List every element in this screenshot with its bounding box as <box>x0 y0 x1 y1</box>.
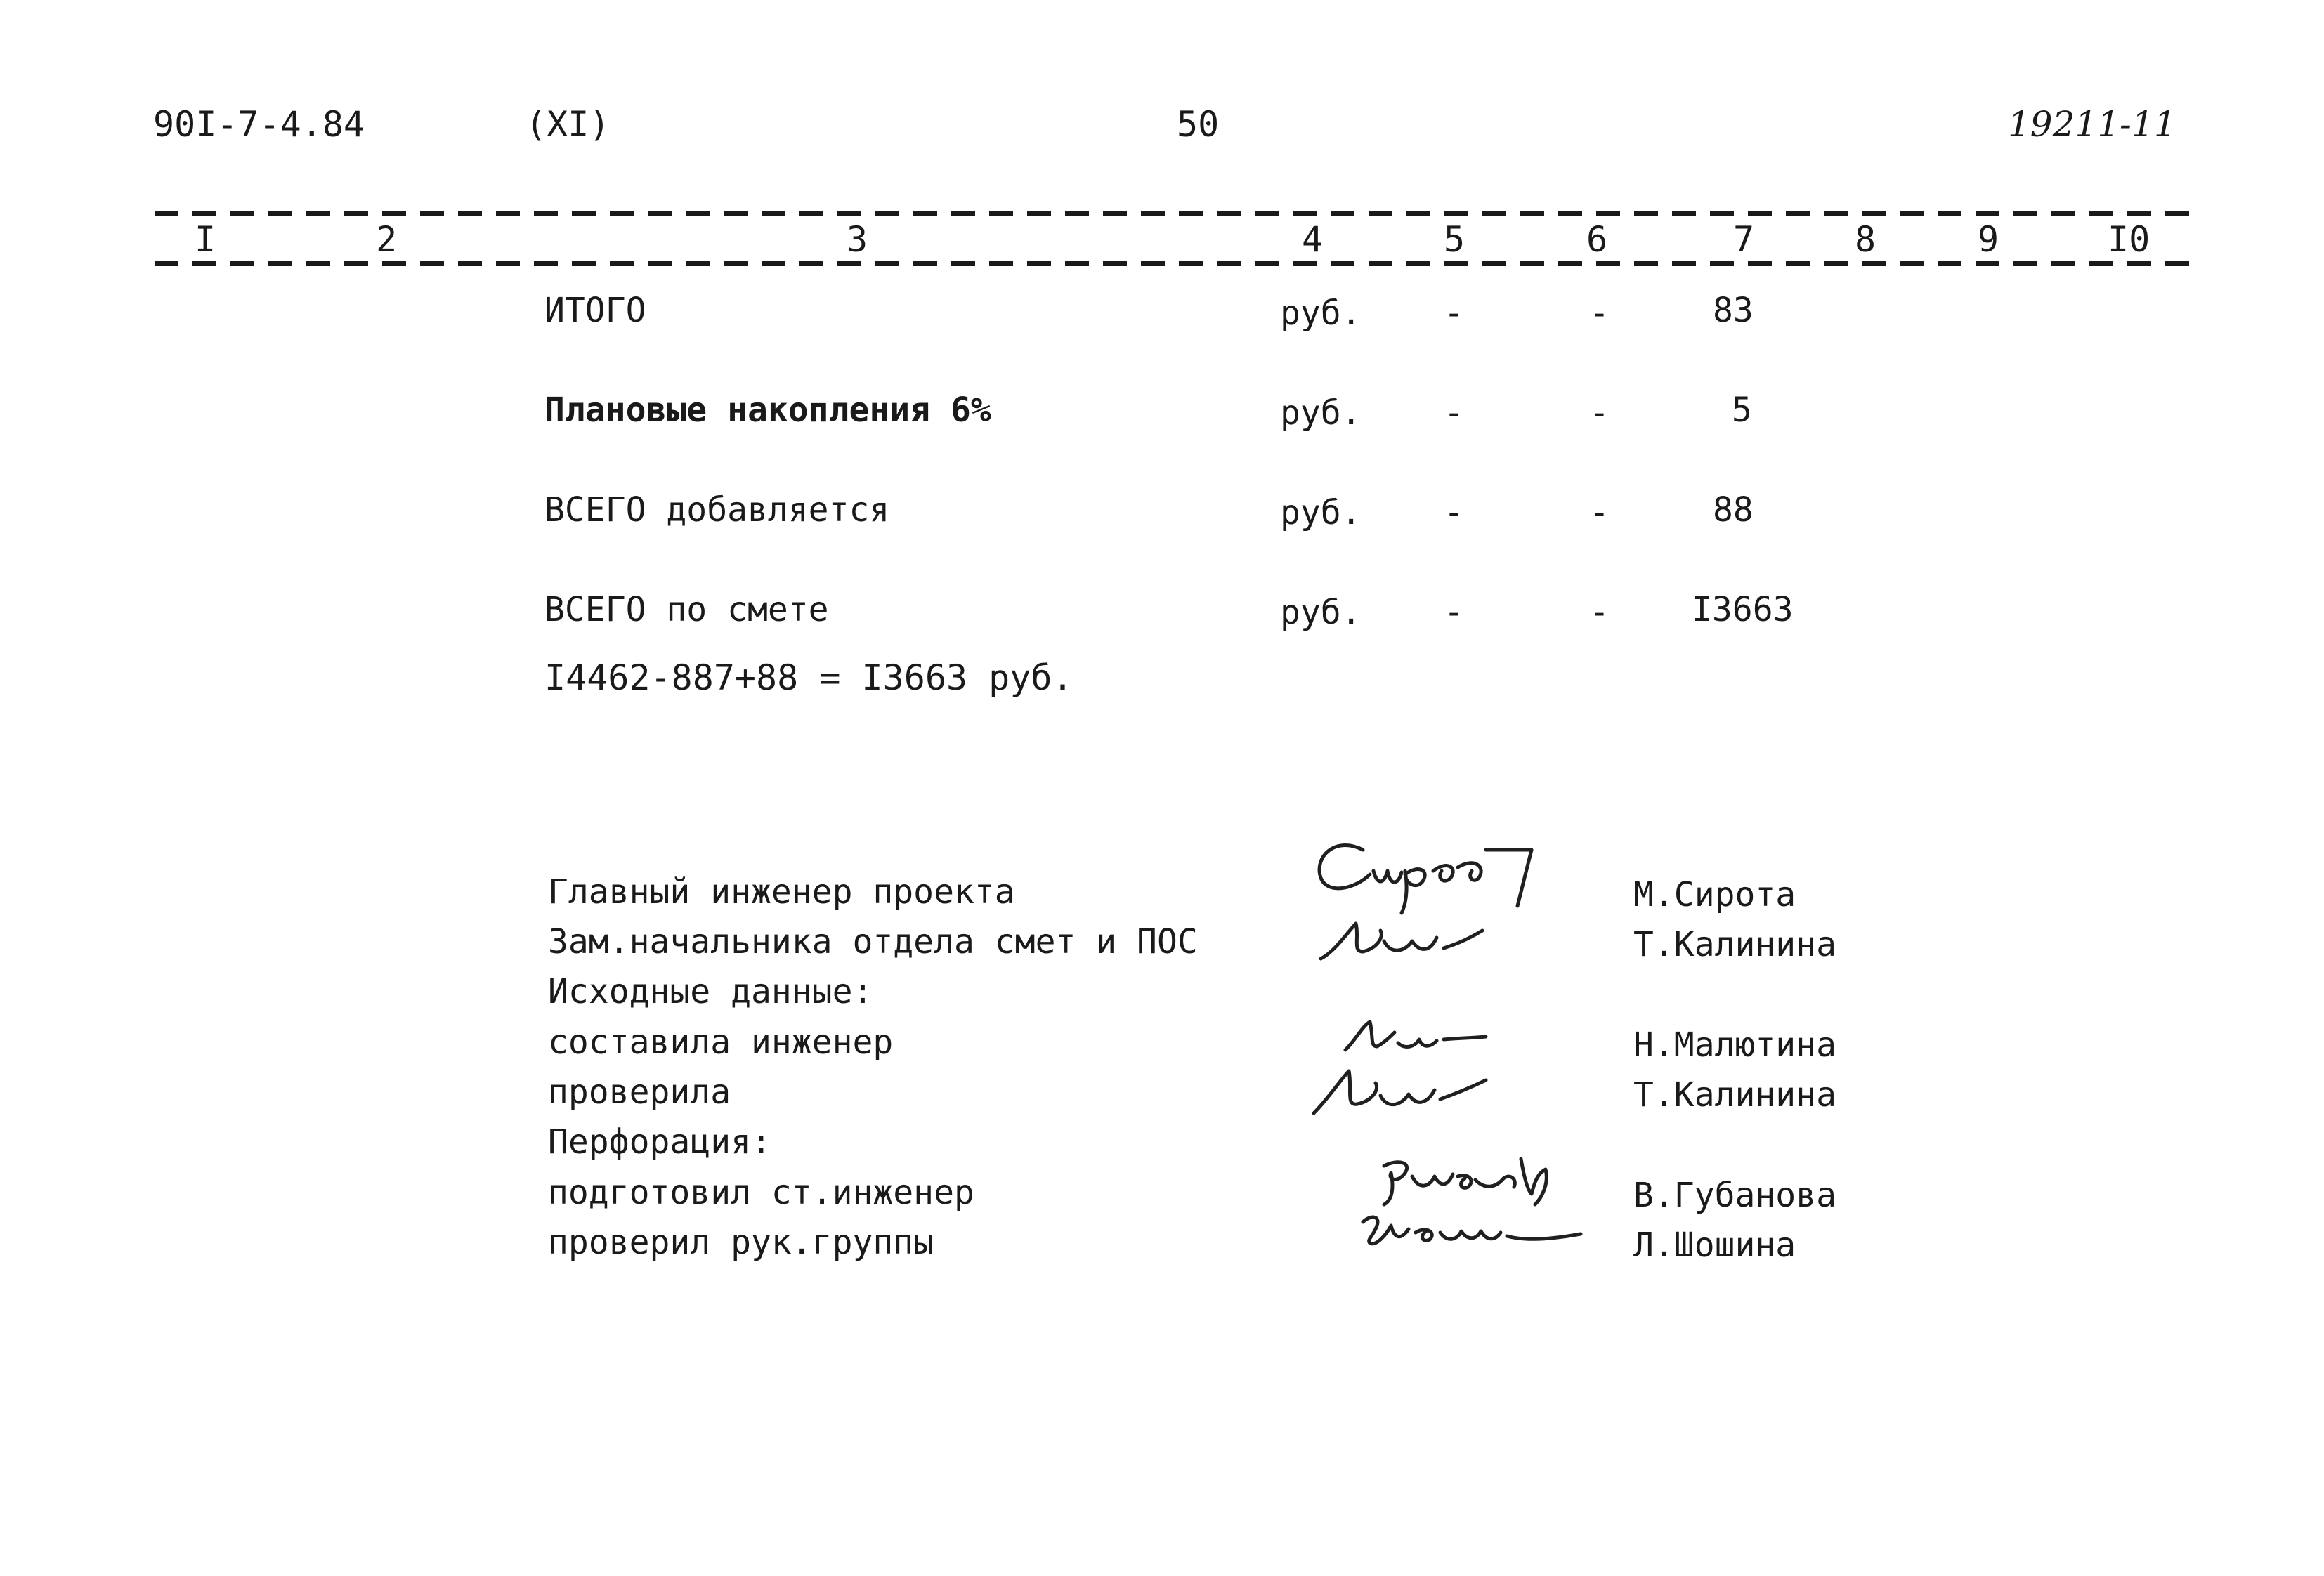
handwritten-signature-gubanova <box>1370 1152 1581 1208</box>
column-number: 8 <box>1855 219 1876 260</box>
signatory-name: Н.Малютина <box>1633 1025 1836 1065</box>
column-number: 9 <box>1978 219 1999 260</box>
signatory-name: Т.Калинина <box>1633 925 1836 964</box>
row-label: ИТОГО <box>544 291 646 330</box>
signatory-name: В.Губанова <box>1633 1176 1836 1215</box>
column-number: 7 <box>1733 219 1755 260</box>
handwritten-inventory-number: 19211-11 <box>2008 104 2176 145</box>
signature-role: составила инженер <box>548 1023 894 1062</box>
row-col5: - <box>1444 493 1464 532</box>
row-unit: руб. <box>1280 393 1362 433</box>
signatory-name: Т.Калинина <box>1633 1075 1836 1115</box>
row-unit: руб. <box>1280 493 1362 532</box>
row-amount: 88 <box>1713 490 1754 530</box>
handwritten-signature-kalinina <box>1314 910 1525 973</box>
page-number: 50 <box>1177 104 1220 145</box>
row-col5: - <box>1444 294 1464 333</box>
column-number: 5 <box>1444 219 1465 260</box>
column-number: 2 <box>376 219 398 260</box>
signature-role: Зам.начальника отдела смет и ПОС <box>548 922 1198 961</box>
handwritten-signature-shoshina <box>1356 1204 1595 1261</box>
column-number: I0 <box>2108 219 2150 260</box>
column-number: I <box>195 219 216 260</box>
column-number: 4 <box>1302 219 1324 260</box>
row-col5: - <box>1444 593 1464 632</box>
table-header-top-rule <box>155 211 2199 216</box>
column-number: 6 <box>1586 219 1608 260</box>
column-number: 3 <box>847 219 868 260</box>
table-header-bottom-rule <box>155 261 2199 266</box>
signature-role: Перфорация: <box>548 1122 771 1162</box>
signatory-name: М.Сирота <box>1633 875 1796 914</box>
row-col6: - <box>1589 393 1610 433</box>
row-label: Плановые накопления 6% <box>544 390 991 430</box>
row-col5: - <box>1444 393 1464 433</box>
signature-role: проверил рук.группы <box>548 1223 934 1262</box>
section-number: (XI) <box>525 104 611 145</box>
row-col6: - <box>1589 593 1610 632</box>
signature-role: Главный инженер проекта <box>548 872 1015 912</box>
row-label: ВСЕГО добавляется <box>544 490 890 530</box>
row-amount: 83 <box>1713 291 1754 330</box>
row-unit: руб. <box>1280 593 1362 632</box>
signature-role: подготовил ст.инженер <box>548 1173 974 1212</box>
signature-role: Исходные данные: <box>548 972 873 1011</box>
row-label: ВСЕГО по смете <box>544 590 829 629</box>
document-code: 90I-7-4.84 <box>153 104 365 145</box>
handwritten-signature-malyutina <box>1338 1011 1507 1068</box>
total-formula: I4462-887+88 = I3663 руб. <box>544 657 1073 698</box>
signatory-name: Л.Шошина <box>1633 1226 1796 1265</box>
row-amount: I3663 <box>1692 590 1794 629</box>
row-amount: 5 <box>1732 390 1752 430</box>
signature-role: проверила <box>548 1072 731 1112</box>
handwritten-signature-sirota <box>1307 829 1560 920</box>
row-col6: - <box>1589 493 1610 532</box>
handwritten-signature-kalinina <box>1307 1060 1517 1124</box>
row-unit: руб. <box>1280 294 1362 333</box>
row-col6: - <box>1589 294 1610 333</box>
